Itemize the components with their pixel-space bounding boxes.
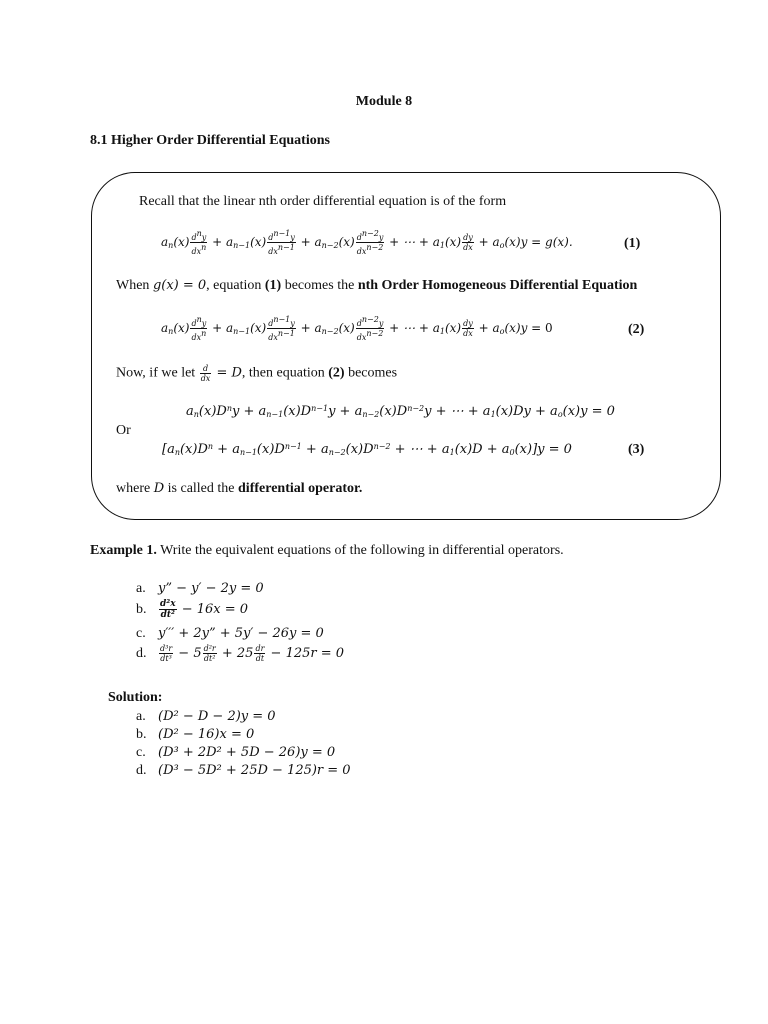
operator-definition: where D is called the differential operator. (116, 481, 363, 496)
definition-box (91, 172, 721, 520)
equation-1-tag: (1) (624, 236, 641, 251)
equation-2: $a_n(x)$ $\frac{d^ny}{dx^n}$ + $a_{n-1}(x)$ $\frac{d^{n-1}y}{dx^{n-1}}$ + $a_{n-2}(x)$ $\frac{d^{n-2}y}{dx^{n-2}}$ + ⋯ + $a_1(x)$ $\frac{dy}{dx}$ + $a_o(x)y = 0$ (161, 315, 553, 342)
example-item-a: a. y” − y′ − 2y = 0 (136, 581, 264, 596)
solution-item-d: d. (D³ − 5D² + 25D − 125)r = 0 (136, 763, 351, 778)
equation-3: [$a_n(x)D^n + a_{n-1}(x)D^{n-1} + a_{n-2}(x)D^{n-2}$ + ⋯ + $a_1(x)D + a_0(x)]y = 0$ (162, 442, 572, 457)
solution-heading: Solution: (108, 690, 163, 705)
solution-item-a: a. (D² − D − 2)y = 0 (136, 709, 276, 724)
example-item-b: b. $\frac{\text{d²x}}{\text{dt²}}$ − 16x = 0 (136, 599, 249, 620)
solution-item-c: c. (D³ + 2D² + 5D − 26)y = 0 (136, 745, 336, 760)
example-item-d: d. $\frac{\text{d³r}}{\text{dt³}}$ − 5 $\frac{\text{d²r}}{\text{dt²}}$ + 25 $\frac{dr}{dt}$ − 125r = 0 (136, 644, 345, 663)
equation-1: $a_n(x)$ $\frac{d^ny}{dx^n}$ + $a_{n-1}(x)$ $\frac{d^{n-1}y}{dx^{n-1}}$ + $a_{n-2}(x)$ $\frac{d^{n-2}y}{dx^{n-2}}$ + ⋯ + $a_1(x)$ $\frac{dy}{dx}$ + $a_o(x)y = g(x)$. (161, 229, 573, 256)
section-title: 8.1 Higher Order Differential Equations (90, 133, 330, 148)
homogeneous-statement: When g(x) = 0, equation (1) becomes the nth Order Homogeneous Differential Equation (116, 278, 638, 293)
module-title: Module 8 (355, 94, 413, 109)
recall-text: Recall that the linear nth order differential equation is of the form (139, 194, 507, 209)
equation-2-tag: (2) (628, 322, 645, 337)
operator-equation: $a_n(x)D^ny + a_{n-1}(x)D^{n-1}y + a_{n-2}(x)D^{n-2}y$ + ⋯ + $a_1(x)Dy + a_o(x)y = 0$ (186, 404, 615, 419)
operator-substitution: Now, if we let $\frac{d}{dx}$ = D, then equation (2) becomes (116, 364, 398, 383)
equation-3-tag: (3) (628, 442, 645, 457)
or-text: Or (116, 423, 131, 438)
example-item-c: c. y′′′ + 2y” + 5y′ − 26y = 0 (136, 626, 324, 641)
solution-item-b: b. (D² − 16)x = 0 (136, 727, 255, 742)
example-heading: Example 1. Write the equivalent equations of the following in differential operators. (90, 543, 564, 558)
